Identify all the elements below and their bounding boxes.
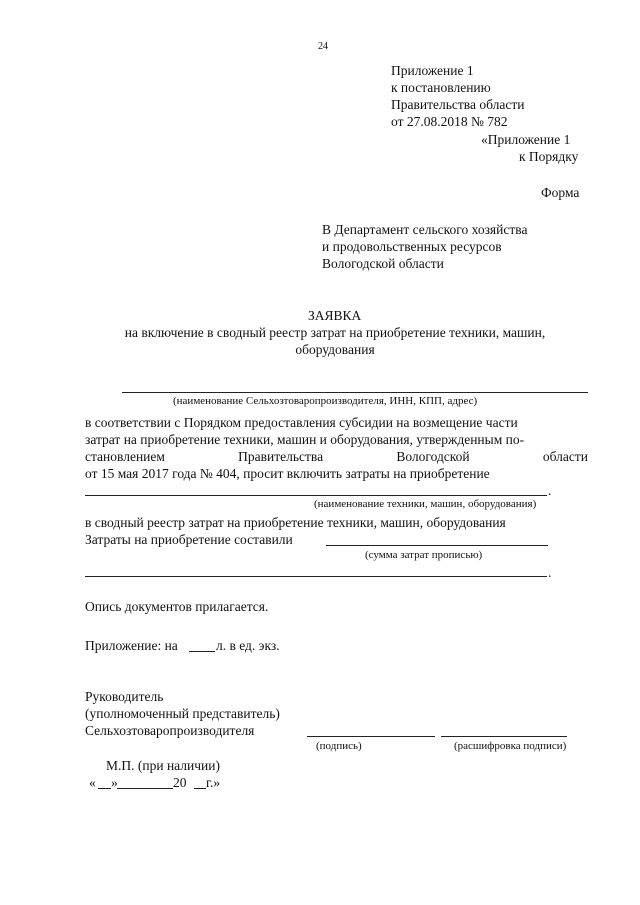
date-day-line <box>98 788 111 789</box>
title-line-2: оборудования <box>295 342 375 357</box>
addressee-line-3: Вологодской области <box>322 256 444 271</box>
equipment-field-dot: . <box>548 483 552 498</box>
title-line-1: на включение в сводный реестр затрат на приобретение техники, машин, <box>124 325 546 340</box>
body-line-3-word-1: становлением <box>85 449 165 464</box>
date-open-quote: « <box>89 775 96 790</box>
attachment-pages-line <box>189 651 215 652</box>
date-close-quote: » <box>111 775 118 790</box>
sum-field-dot: . <box>548 565 552 580</box>
appendix-line-4: от 27.08.2018 № 782 <box>391 114 508 129</box>
equipment-field-hint: (наименование техники, машин, оборудования) <box>314 498 537 510</box>
attachment-prefix: Приложение: на <box>85 638 178 653</box>
body-line-3-word-2: Правительства <box>238 449 324 464</box>
body-line-6: Затраты на приобретение составили <box>85 532 293 547</box>
decoding-field-line <box>441 736 567 737</box>
stamp-note: М.П. (при наличии) <box>106 758 220 773</box>
addressee-line-2: и продовольственных ресурсов <box>322 239 502 254</box>
body-line-3-word-3: Вологодской <box>396 449 470 464</box>
signatory-line-1: Руководитель <box>85 689 164 704</box>
producer-field-line <box>122 392 588 393</box>
appendix-line-6: к Порядку <box>519 149 579 164</box>
attachment-suffix: л. в ед. экз. <box>216 638 280 653</box>
appendix-line-2: к постановлению <box>391 80 491 95</box>
sum-field-line <box>326 545 548 546</box>
form-label: Форма <box>541 185 580 200</box>
body-line-3-word-4: области <box>542 449 588 464</box>
page-number: 24 <box>318 41 328 52</box>
date-year-line <box>194 788 206 789</box>
signature-field-line <box>307 736 435 737</box>
body-line-2: затрат на приобретение техники, машин и оборудования, утвержденным по- <box>85 432 525 447</box>
producer-field-hint: (наименование Сельхозтоваропроизводителя, ИНН, КПП, адрес) <box>173 395 478 407</box>
inventory-note: Опись документов прилагается. <box>85 599 269 614</box>
appendix-line-1: Приложение 1 <box>391 63 474 78</box>
signature-field-hint: (подпись) <box>316 740 362 752</box>
date-month-line <box>117 788 173 789</box>
date-suffix: г.» <box>206 775 221 790</box>
signatory-line-2: (уполномоченный представитель) <box>85 706 280 721</box>
title-heading: ЗАЯВКА <box>308 308 362 323</box>
body-line-5: в сводный реестр затрат на приобретение техники, машин, оборудования <box>85 515 506 530</box>
body-line-3 <box>85 448 588 465</box>
body-line-1: в соответствии с Порядком предоставления субсидии на возмещение части <box>85 415 518 430</box>
sum-field-hint: (сумма затрат прописью) <box>365 549 483 561</box>
equipment-field-line <box>85 495 547 496</box>
addressee-line-1: В Департамент сельского хозяйства <box>322 222 528 237</box>
decoding-field-hint: (расшифровка подписи) <box>454 740 567 752</box>
date-year-prefix: 20 <box>173 775 187 790</box>
sum-continuation-line <box>85 576 547 577</box>
appendix-line-3: Правительства области <box>391 97 525 112</box>
signatory-line-3: Сельхозтоваропроизводителя <box>85 723 255 738</box>
body-line-4: от 15 мая 2017 года № 404, просит включить затраты на приобретение <box>85 466 490 481</box>
appendix-line-5: «Приложение 1 <box>481 132 571 147</box>
